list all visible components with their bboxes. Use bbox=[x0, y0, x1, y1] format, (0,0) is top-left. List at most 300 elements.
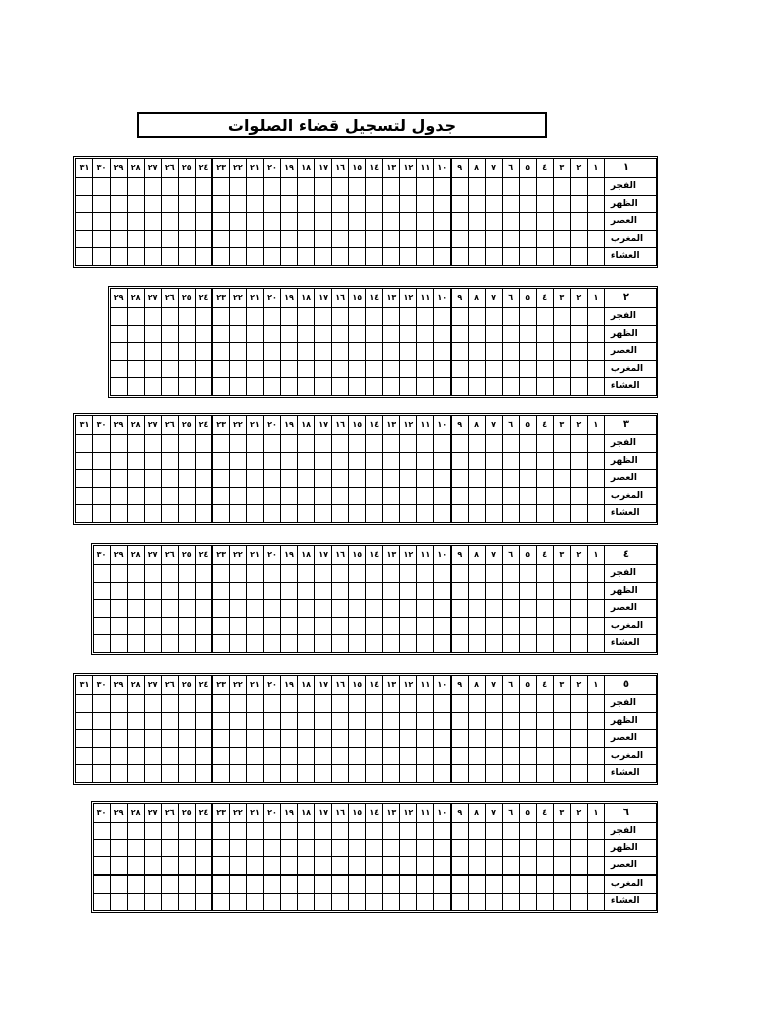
check-cell[interactable] bbox=[434, 178, 451, 196]
check-cell[interactable] bbox=[110, 635, 127, 653]
check-cell[interactable] bbox=[451, 195, 468, 213]
check-cell[interactable] bbox=[110, 308, 127, 326]
check-cell[interactable] bbox=[451, 505, 468, 523]
check-cell[interactable] bbox=[332, 747, 349, 765]
check-cell[interactable] bbox=[281, 822, 298, 839]
check-cell[interactable] bbox=[485, 857, 502, 875]
check-cell[interactable] bbox=[570, 893, 587, 910]
check-cell[interactable] bbox=[263, 730, 280, 748]
check-cell[interactable] bbox=[570, 840, 587, 857]
check-cell[interactable] bbox=[400, 635, 417, 653]
check-cell[interactable] bbox=[468, 600, 485, 618]
check-cell[interactable] bbox=[400, 325, 417, 343]
check-cell[interactable] bbox=[434, 505, 451, 523]
check-cell[interactable] bbox=[281, 505, 298, 523]
check-cell[interactable] bbox=[519, 505, 536, 523]
check-cell[interactable] bbox=[417, 248, 434, 266]
check-cell[interactable] bbox=[451, 213, 468, 231]
check-cell[interactable] bbox=[383, 325, 400, 343]
check-cell[interactable] bbox=[570, 857, 587, 875]
check-cell[interactable] bbox=[417, 195, 434, 213]
check-cell[interactable] bbox=[127, 213, 144, 231]
check-cell[interactable] bbox=[212, 343, 229, 361]
check-cell[interactable] bbox=[519, 565, 536, 583]
check-cell[interactable] bbox=[229, 617, 246, 635]
check-cell[interactable] bbox=[263, 565, 280, 583]
check-cell[interactable] bbox=[144, 565, 161, 583]
check-cell[interactable] bbox=[127, 343, 144, 361]
check-cell[interactable] bbox=[417, 712, 434, 730]
check-cell[interactable] bbox=[468, 213, 485, 231]
check-cell[interactable] bbox=[332, 893, 349, 910]
check-cell[interactable] bbox=[400, 378, 417, 396]
check-cell[interactable] bbox=[161, 435, 178, 453]
check-cell[interactable] bbox=[434, 840, 451, 857]
check-cell[interactable] bbox=[229, 505, 246, 523]
check-cell[interactable] bbox=[570, 730, 587, 748]
check-cell[interactable] bbox=[110, 213, 127, 231]
check-cell[interactable] bbox=[485, 695, 502, 713]
check-cell[interactable] bbox=[212, 822, 229, 839]
check-cell[interactable] bbox=[485, 765, 502, 783]
check-cell[interactable] bbox=[553, 470, 570, 488]
check-cell[interactable] bbox=[110, 343, 127, 361]
check-cell[interactable] bbox=[263, 213, 280, 231]
check-cell[interactable] bbox=[315, 840, 332, 857]
check-cell[interactable] bbox=[485, 712, 502, 730]
check-cell[interactable] bbox=[434, 487, 451, 505]
check-cell[interactable] bbox=[229, 712, 246, 730]
check-cell[interactable] bbox=[349, 840, 366, 857]
check-cell[interactable] bbox=[298, 857, 315, 875]
check-cell[interactable] bbox=[315, 487, 332, 505]
check-cell[interactable] bbox=[229, 600, 246, 618]
check-cell[interactable] bbox=[76, 178, 93, 196]
check-cell[interactable] bbox=[229, 308, 246, 326]
check-cell[interactable] bbox=[195, 343, 212, 361]
check-cell[interactable] bbox=[178, 730, 195, 748]
check-cell[interactable] bbox=[144, 178, 161, 196]
check-cell[interactable] bbox=[366, 822, 383, 839]
check-cell[interactable] bbox=[434, 600, 451, 618]
check-cell[interactable] bbox=[144, 230, 161, 248]
check-cell[interactable] bbox=[332, 195, 349, 213]
check-cell[interactable] bbox=[110, 565, 127, 583]
check-cell[interactable] bbox=[127, 712, 144, 730]
check-cell[interactable] bbox=[263, 343, 280, 361]
check-cell[interactable] bbox=[246, 765, 263, 783]
check-cell[interactable] bbox=[485, 747, 502, 765]
check-cell[interactable] bbox=[383, 695, 400, 713]
check-cell[interactable] bbox=[434, 195, 451, 213]
check-cell[interactable] bbox=[366, 875, 383, 893]
check-cell[interactable] bbox=[587, 487, 604, 505]
check-cell[interactable] bbox=[263, 765, 280, 783]
check-cell[interactable] bbox=[536, 712, 553, 730]
check-cell[interactable] bbox=[212, 308, 229, 326]
check-cell[interactable] bbox=[468, 840, 485, 857]
check-cell[interactable] bbox=[587, 343, 604, 361]
check-cell[interactable] bbox=[178, 875, 195, 893]
check-cell[interactable] bbox=[553, 617, 570, 635]
check-cell[interactable] bbox=[485, 730, 502, 748]
check-cell[interactable] bbox=[127, 822, 144, 839]
check-cell[interactable] bbox=[110, 248, 127, 266]
check-cell[interactable] bbox=[332, 378, 349, 396]
check-cell[interactable] bbox=[417, 635, 434, 653]
check-cell[interactable] bbox=[127, 600, 144, 618]
check-cell[interactable] bbox=[281, 308, 298, 326]
check-cell[interactable] bbox=[468, 582, 485, 600]
check-cell[interactable] bbox=[468, 822, 485, 839]
check-cell[interactable] bbox=[519, 248, 536, 266]
check-cell[interactable] bbox=[451, 470, 468, 488]
check-cell[interactable] bbox=[553, 857, 570, 875]
check-cell[interactable] bbox=[229, 840, 246, 857]
check-cell[interactable] bbox=[468, 875, 485, 893]
check-cell[interactable] bbox=[127, 582, 144, 600]
check-cell[interactable] bbox=[127, 230, 144, 248]
check-cell[interactable] bbox=[400, 470, 417, 488]
check-cell[interactable] bbox=[502, 195, 519, 213]
check-cell[interactable] bbox=[468, 893, 485, 910]
check-cell[interactable] bbox=[502, 635, 519, 653]
check-cell[interactable] bbox=[468, 230, 485, 248]
check-cell[interactable] bbox=[144, 452, 161, 470]
check-cell[interactable] bbox=[366, 505, 383, 523]
check-cell[interactable] bbox=[178, 747, 195, 765]
check-cell[interactable] bbox=[161, 822, 178, 839]
check-cell[interactable] bbox=[315, 635, 332, 653]
check-cell[interactable] bbox=[110, 747, 127, 765]
check-cell[interactable] bbox=[212, 695, 229, 713]
check-cell[interactable] bbox=[93, 857, 110, 875]
check-cell[interactable] bbox=[451, 308, 468, 326]
check-cell[interactable] bbox=[298, 435, 315, 453]
check-cell[interactable] bbox=[212, 360, 229, 378]
check-cell[interactable] bbox=[536, 635, 553, 653]
check-cell[interactable] bbox=[485, 378, 502, 396]
check-cell[interactable] bbox=[212, 178, 229, 196]
check-cell[interactable] bbox=[161, 378, 178, 396]
check-cell[interactable] bbox=[229, 730, 246, 748]
check-cell[interactable] bbox=[332, 325, 349, 343]
check-cell[interactable] bbox=[417, 565, 434, 583]
check-cell[interactable] bbox=[127, 308, 144, 326]
check-cell[interactable] bbox=[93, 695, 110, 713]
check-cell[interactable] bbox=[127, 195, 144, 213]
check-cell[interactable] bbox=[519, 435, 536, 453]
check-cell[interactable] bbox=[570, 695, 587, 713]
check-cell[interactable] bbox=[383, 230, 400, 248]
check-cell[interactable] bbox=[195, 600, 212, 618]
check-cell[interactable] bbox=[349, 360, 366, 378]
check-cell[interactable] bbox=[587, 378, 604, 396]
check-cell[interactable] bbox=[502, 452, 519, 470]
check-cell[interactable] bbox=[229, 360, 246, 378]
check-cell[interactable] bbox=[383, 893, 400, 910]
check-cell[interactable] bbox=[553, 695, 570, 713]
check-cell[interactable] bbox=[263, 470, 280, 488]
check-cell[interactable] bbox=[127, 765, 144, 783]
check-cell[interactable] bbox=[161, 747, 178, 765]
check-cell[interactable] bbox=[485, 505, 502, 523]
check-cell[interactable] bbox=[178, 378, 195, 396]
check-cell[interactable] bbox=[502, 747, 519, 765]
check-cell[interactable] bbox=[110, 582, 127, 600]
check-cell[interactable] bbox=[127, 178, 144, 196]
check-cell[interactable] bbox=[349, 730, 366, 748]
check-cell[interactable] bbox=[349, 822, 366, 839]
check-cell[interactable] bbox=[587, 600, 604, 618]
check-cell[interactable] bbox=[349, 857, 366, 875]
check-cell[interactable] bbox=[315, 213, 332, 231]
check-cell[interactable] bbox=[195, 712, 212, 730]
check-cell[interactable] bbox=[383, 857, 400, 875]
check-cell[interactable] bbox=[195, 452, 212, 470]
check-cell[interactable] bbox=[178, 893, 195, 910]
check-cell[interactable] bbox=[349, 195, 366, 213]
check-cell[interactable] bbox=[451, 712, 468, 730]
check-cell[interactable] bbox=[536, 747, 553, 765]
check-cell[interactable] bbox=[349, 505, 366, 523]
check-cell[interactable] bbox=[93, 470, 110, 488]
check-cell[interactable] bbox=[468, 747, 485, 765]
check-cell[interactable] bbox=[417, 452, 434, 470]
check-cell[interactable] bbox=[246, 635, 263, 653]
check-cell[interactable] bbox=[417, 213, 434, 231]
check-cell[interactable] bbox=[315, 712, 332, 730]
check-cell[interactable] bbox=[519, 617, 536, 635]
check-cell[interactable] bbox=[144, 747, 161, 765]
check-cell[interactable] bbox=[536, 213, 553, 231]
check-cell[interactable] bbox=[366, 857, 383, 875]
check-cell[interactable] bbox=[110, 452, 127, 470]
check-cell[interactable] bbox=[400, 617, 417, 635]
check-cell[interactable] bbox=[451, 487, 468, 505]
check-cell[interactable] bbox=[195, 875, 212, 893]
check-cell[interactable] bbox=[246, 230, 263, 248]
check-cell[interactable] bbox=[434, 325, 451, 343]
check-cell[interactable] bbox=[502, 248, 519, 266]
check-cell[interactable] bbox=[536, 230, 553, 248]
check-cell[interactable] bbox=[93, 178, 110, 196]
check-cell[interactable] bbox=[229, 875, 246, 893]
check-cell[interactable] bbox=[400, 248, 417, 266]
check-cell[interactable] bbox=[178, 857, 195, 875]
check-cell[interactable] bbox=[229, 747, 246, 765]
check-cell[interactable] bbox=[263, 695, 280, 713]
check-cell[interactable] bbox=[178, 343, 195, 361]
check-cell[interactable] bbox=[144, 712, 161, 730]
check-cell[interactable] bbox=[417, 765, 434, 783]
check-cell[interactable] bbox=[246, 857, 263, 875]
check-cell[interactable] bbox=[110, 765, 127, 783]
check-cell[interactable] bbox=[315, 325, 332, 343]
check-cell[interactable] bbox=[366, 213, 383, 231]
check-cell[interactable] bbox=[127, 487, 144, 505]
check-cell[interactable] bbox=[212, 600, 229, 618]
check-cell[interactable] bbox=[400, 360, 417, 378]
check-cell[interactable] bbox=[434, 452, 451, 470]
check-cell[interactable] bbox=[195, 695, 212, 713]
check-cell[interactable] bbox=[553, 325, 570, 343]
check-cell[interactable] bbox=[434, 857, 451, 875]
check-cell[interactable] bbox=[553, 600, 570, 618]
check-cell[interactable] bbox=[127, 452, 144, 470]
check-cell[interactable] bbox=[127, 325, 144, 343]
check-cell[interactable] bbox=[246, 343, 263, 361]
check-cell[interactable] bbox=[366, 635, 383, 653]
check-cell[interactable] bbox=[349, 565, 366, 583]
check-cell[interactable] bbox=[587, 635, 604, 653]
check-cell[interactable] bbox=[570, 635, 587, 653]
check-cell[interactable] bbox=[451, 635, 468, 653]
check-cell[interactable] bbox=[468, 695, 485, 713]
check-cell[interactable] bbox=[195, 617, 212, 635]
check-cell[interactable] bbox=[417, 360, 434, 378]
check-cell[interactable] bbox=[93, 582, 110, 600]
check-cell[interactable] bbox=[298, 822, 315, 839]
check-cell[interactable] bbox=[315, 505, 332, 523]
check-cell[interactable] bbox=[468, 248, 485, 266]
check-cell[interactable] bbox=[246, 822, 263, 839]
check-cell[interactable] bbox=[332, 582, 349, 600]
check-cell[interactable] bbox=[144, 730, 161, 748]
check-cell[interactable] bbox=[536, 195, 553, 213]
check-cell[interactable] bbox=[161, 730, 178, 748]
check-cell[interactable] bbox=[298, 487, 315, 505]
check-cell[interactable] bbox=[212, 378, 229, 396]
check-cell[interactable] bbox=[281, 712, 298, 730]
check-cell[interactable] bbox=[553, 893, 570, 910]
check-cell[interactable] bbox=[144, 470, 161, 488]
check-cell[interactable] bbox=[400, 213, 417, 231]
check-cell[interactable] bbox=[76, 487, 93, 505]
check-cell[interactable] bbox=[178, 635, 195, 653]
check-cell[interactable] bbox=[570, 875, 587, 893]
check-cell[interactable] bbox=[298, 325, 315, 343]
check-cell[interactable] bbox=[212, 195, 229, 213]
check-cell[interactable] bbox=[553, 487, 570, 505]
check-cell[interactable] bbox=[195, 378, 212, 396]
check-cell[interactable] bbox=[536, 248, 553, 266]
check-cell[interactable] bbox=[178, 452, 195, 470]
check-cell[interactable] bbox=[110, 505, 127, 523]
check-cell[interactable] bbox=[519, 840, 536, 857]
check-cell[interactable] bbox=[349, 435, 366, 453]
check-cell[interactable] bbox=[298, 565, 315, 583]
check-cell[interactable] bbox=[298, 248, 315, 266]
check-cell[interactable] bbox=[315, 195, 332, 213]
check-cell[interactable] bbox=[110, 712, 127, 730]
check-cell[interactable] bbox=[570, 565, 587, 583]
check-cell[interactable] bbox=[383, 765, 400, 783]
check-cell[interactable] bbox=[519, 308, 536, 326]
check-cell[interactable] bbox=[366, 178, 383, 196]
check-cell[interactable] bbox=[93, 505, 110, 523]
check-cell[interactable] bbox=[161, 230, 178, 248]
check-cell[interactable] bbox=[434, 470, 451, 488]
check-cell[interactable] bbox=[93, 565, 110, 583]
check-cell[interactable] bbox=[417, 600, 434, 618]
check-cell[interactable] bbox=[281, 470, 298, 488]
check-cell[interactable] bbox=[451, 730, 468, 748]
check-cell[interactable] bbox=[178, 582, 195, 600]
check-cell[interactable] bbox=[195, 635, 212, 653]
check-cell[interactable] bbox=[349, 378, 366, 396]
check-cell[interactable] bbox=[127, 617, 144, 635]
check-cell[interactable] bbox=[366, 452, 383, 470]
check-cell[interactable] bbox=[161, 195, 178, 213]
check-cell[interactable] bbox=[485, 617, 502, 635]
check-cell[interactable] bbox=[400, 582, 417, 600]
check-cell[interactable] bbox=[468, 565, 485, 583]
check-cell[interactable] bbox=[587, 248, 604, 266]
check-cell[interactable] bbox=[315, 248, 332, 266]
check-cell[interactable] bbox=[161, 248, 178, 266]
check-cell[interactable] bbox=[519, 822, 536, 839]
check-cell[interactable] bbox=[212, 582, 229, 600]
check-cell[interactable] bbox=[161, 505, 178, 523]
check-cell[interactable] bbox=[417, 730, 434, 748]
check-cell[interactable] bbox=[110, 875, 127, 893]
check-cell[interactable] bbox=[570, 248, 587, 266]
check-cell[interactable] bbox=[417, 230, 434, 248]
check-cell[interactable] bbox=[434, 435, 451, 453]
check-cell[interactable] bbox=[434, 360, 451, 378]
check-cell[interactable] bbox=[417, 840, 434, 857]
check-cell[interactable] bbox=[502, 840, 519, 857]
check-cell[interactable] bbox=[349, 452, 366, 470]
check-cell[interactable] bbox=[434, 378, 451, 396]
check-cell[interactable] bbox=[417, 857, 434, 875]
check-cell[interactable] bbox=[451, 822, 468, 839]
check-cell[interactable] bbox=[332, 308, 349, 326]
check-cell[interactable] bbox=[229, 343, 246, 361]
check-cell[interactable] bbox=[587, 712, 604, 730]
check-cell[interactable] bbox=[229, 470, 246, 488]
check-cell[interactable] bbox=[366, 487, 383, 505]
check-cell[interactable] bbox=[383, 840, 400, 857]
check-cell[interactable] bbox=[229, 452, 246, 470]
check-cell[interactable] bbox=[502, 893, 519, 910]
check-cell[interactable] bbox=[127, 248, 144, 266]
check-cell[interactable] bbox=[195, 840, 212, 857]
check-cell[interactable] bbox=[195, 857, 212, 875]
check-cell[interactable] bbox=[246, 308, 263, 326]
check-cell[interactable] bbox=[76, 248, 93, 266]
check-cell[interactable] bbox=[383, 452, 400, 470]
check-cell[interactable] bbox=[178, 765, 195, 783]
check-cell[interactable] bbox=[298, 195, 315, 213]
check-cell[interactable] bbox=[144, 435, 161, 453]
check-cell[interactable] bbox=[315, 452, 332, 470]
check-cell[interactable] bbox=[417, 308, 434, 326]
check-cell[interactable] bbox=[366, 565, 383, 583]
check-cell[interactable] bbox=[315, 308, 332, 326]
check-cell[interactable] bbox=[212, 248, 229, 266]
check-cell[interactable] bbox=[536, 325, 553, 343]
check-cell[interactable] bbox=[519, 730, 536, 748]
check-cell[interactable] bbox=[587, 582, 604, 600]
check-cell[interactable] bbox=[536, 582, 553, 600]
check-cell[interactable] bbox=[383, 435, 400, 453]
check-cell[interactable] bbox=[349, 747, 366, 765]
check-cell[interactable] bbox=[246, 582, 263, 600]
check-cell[interactable] bbox=[315, 600, 332, 618]
check-cell[interactable] bbox=[263, 712, 280, 730]
